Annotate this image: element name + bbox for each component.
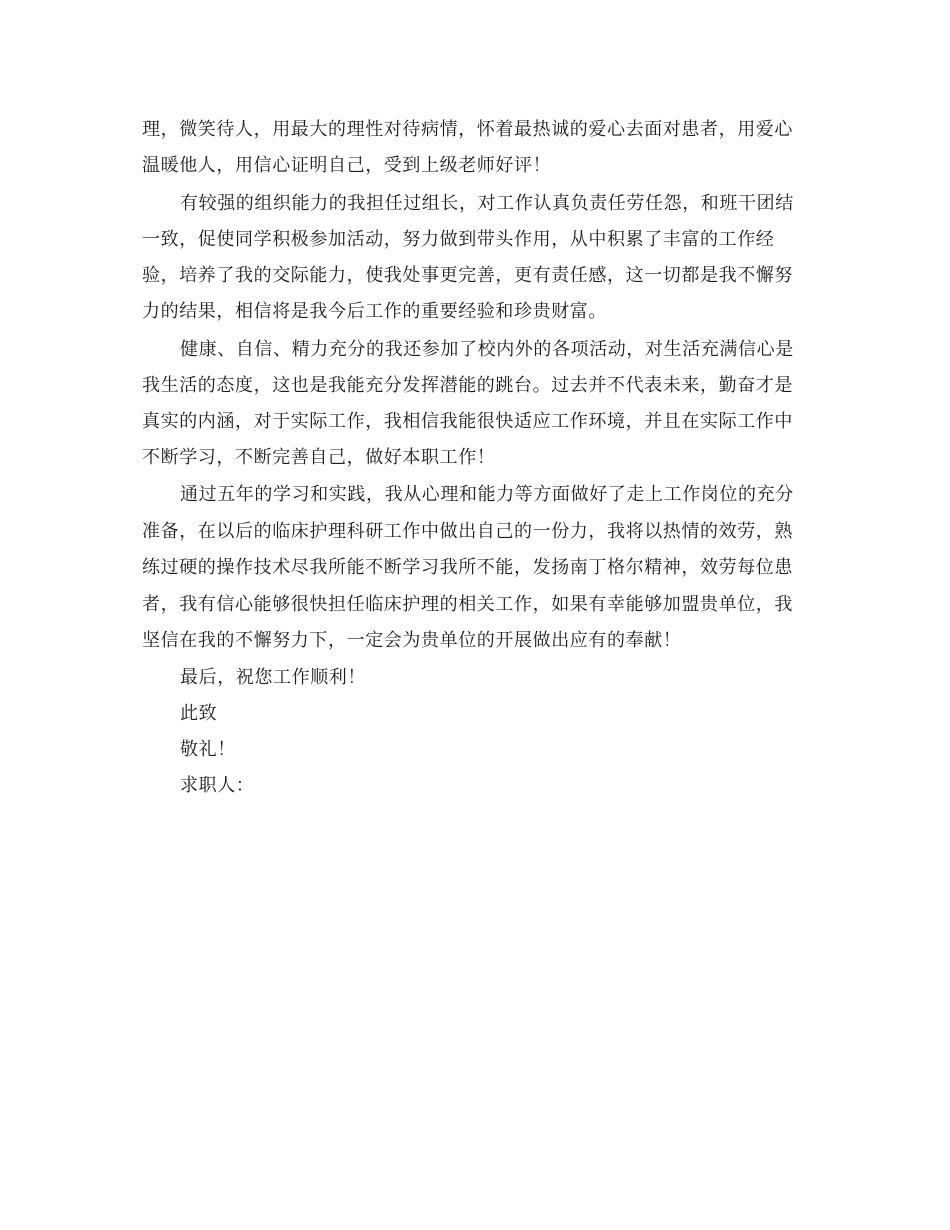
text-line: 一致，促使同学积极参加活动，努力做到带头作用，从中积累了丰富的工作经 <box>142 229 775 250</box>
text-line: 理，微笑待人，用最大的理性对待病情，怀着最热诚的爱心去面对患者，用爱心 <box>142 119 793 140</box>
text-line: 验，培养了我的交际能力，使我处事更完善，更有责任感，这一切都是我不懈努 <box>142 265 793 286</box>
salutation-ci-zhi: 此致 <box>180 703 218 724</box>
applicant-label: 求职人： <box>180 775 255 796</box>
salutation-jing-li: 敬礼！ <box>180 739 236 760</box>
closing-wish: 最后，祝您工作顺利！ <box>180 667 366 688</box>
text-line: 不断学习，不断完善自己，做好本职工作！ <box>142 447 496 468</box>
text-line: 通过五年的学习和实践，我从心理和能力等方面做好了走上工作岗位的充分 <box>180 484 794 505</box>
text-line: 坚信在我的不懈努力下，一定会为贵单位的开展做出应有的奉献！ <box>142 630 682 651</box>
text-line: 健康、自信、精力充分的我还参加了校内外的各项活动，对生活充满信心是 <box>180 339 794 360</box>
text-line: 者，我有信心能够很快担任临床护理的相关工作，如果有幸能够加盟贵单位，我 <box>142 594 793 615</box>
text-line: 有较强的组织能力的我担任过组长，对工作认真负责任劳任怨，和班干团结 <box>180 193 794 214</box>
text-line: 温暖他人，用信心证明自己，受到上级老师好评！ <box>142 155 552 176</box>
text-line: 力的结果，相信将是我今后工作的重要经验和珍贵财富。 <box>142 301 607 322</box>
text-line: 真实的内涵，对于实际工作，我相信我能很快适应工作环境，并且在实际工作中 <box>142 411 793 432</box>
text-line: 我生活的态度，这也是我能充分发挥潜能的跳台。过去并不代表未来，勤奋才是 <box>142 375 793 396</box>
text-line: 准备，在以后的临床护理科研工作中做出自己的一份力，我将以热情的效劳，熟 <box>142 521 793 542</box>
text-line: 练过硬的操作技术尽我所能不断学习我所不能，发扬南丁格尔精神，效劳每位患 <box>142 557 793 578</box>
